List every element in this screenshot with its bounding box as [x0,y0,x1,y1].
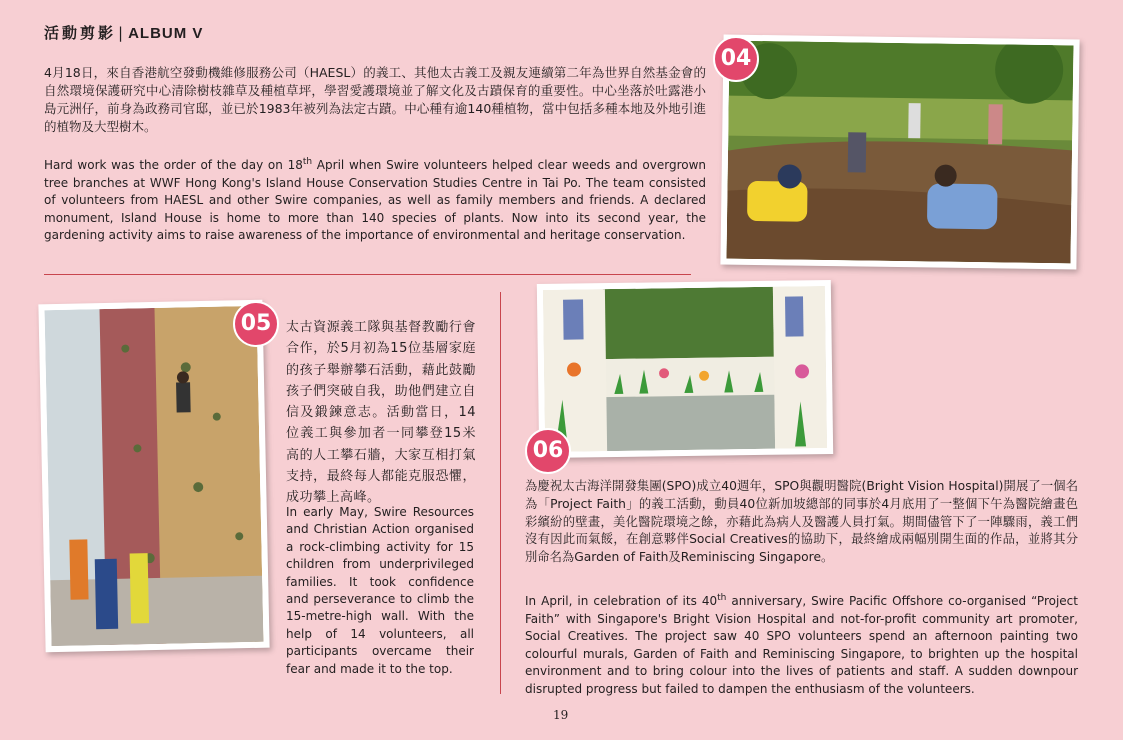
divider-horizontal [44,274,691,275]
story-06-en-sup: th [717,593,727,603]
story-04-zh: 4月18日，來自香港航空發動機維修服務公司（HAESL）的義工、其他太古義工及親友連續第二年為世界自然基金會的自然環境保護研究中心清除樹枝雜草及種植草坪，學習愛護環境並了解文化及古蹟保育的重要性。中心坐落於吐露港小島元洲仔，前身為政務司官邸，並已於1983年被列為法定古蹟。中心種有逾140種植物，當中包括多種本地及外地引進的植物及大型樹木。 [44,65,706,134]
story-04-en [44,157,706,245]
badge-04: 04 [713,36,759,82]
section-header: 活動剪影 | ALBUM V [44,24,204,42]
photo-climbing-wall [38,300,269,653]
story-04-en-sup: th [302,157,313,167]
climbing-image [45,306,264,646]
mural-image [543,286,827,452]
photo-mural [537,280,833,458]
header-en: ALBUM V [128,25,204,42]
badge-06: 06 [525,428,571,474]
story-06-en-a: In April, in celebration of its 40 [525,594,718,608]
story-04-en-a: Hard work was the order of the day on 18 [44,158,303,172]
story-06-en-b: anniversary, Swire Pacific Offshore co-organised “Project Faith” with Singapore's Bright Vision Hospital and not-for-profit community art promoter, Social Creatives. The project saw 40 SPO volunteers spend an afternoon painting two colourful murals, Garden of Faith and Reminiscing Singapore, to brighten up the hospital environment and to bring colour into the lives of patients and staff. A sudden downpour disrupted progress but failed to dampen the enthusiasm of the volunteers. [525,594,1078,696]
gardening-image [726,41,1073,264]
page-number: 19 [553,708,569,722]
story-05-zh: 太古資源義工隊與基督教勵行會合作，於5月初為15位基層家庭的孩子舉辦攀石活動，藉此鼓勵孩子們突破自我，助他們建立自信及鍛鍊意志。活動當日，14位義工與參加者一同攀登15米高的人工攀石牆，大家互相打氣支持，最終每人都能克服恐懼，成功攀上高峰。 [286,320,476,506]
header-zh: 活動剪影 [44,24,117,42]
photo-gardening [720,35,1079,270]
story-06-en [525,593,1078,699]
badge-05: 05 [233,301,279,347]
story-06-zh: 為慶祝太古海洋開發集團(SPO)成立40週年，SPO與觀明醫院(Bright Vision Hospital)開展了一個名為「Project Faith」的義工活動，動員40位新加坡總部的同事於4月底用了一整個下午為醫院繪畫色彩繽紛的壁畫，美化醫院環境之餘，亦藉此為病人及醫護人員打氣。期間儘管下了一陣驟雨，義工們沒有因此而氣餒，在創意夥伴Social Creatives的協助下，最終繪成兩幅別開生面的作品，並將其分別命名為Garden of Faith及Reminiscing Singapore。 [525,479,1078,565]
divider-vertical [500,292,501,694]
story-05-en: In early May, Swire Resources and Christian Action organised a rock-climbing activity for 15 children from underprivileged families. It took confidence and perseverance to climb the 15-metre-high wall. With the help of 14 volunteers, all participants overcame their fear and made it to the top. [286,505,474,676]
story-04-en-b: April when Swire volunteers helped clear weeds and overgrown tree branches at WWF Hong Kong's Island House Conservation Studies Centre in Tai Po. The team consisted of volunteers from HAESL and other Swire companies, as well as family members and friends. A declared monument, Island House is home to more than 140 species of plants. Now into its second year, the gardening activity aims to raise awareness of the importance of environmental and heritage conservation. [44,158,706,243]
